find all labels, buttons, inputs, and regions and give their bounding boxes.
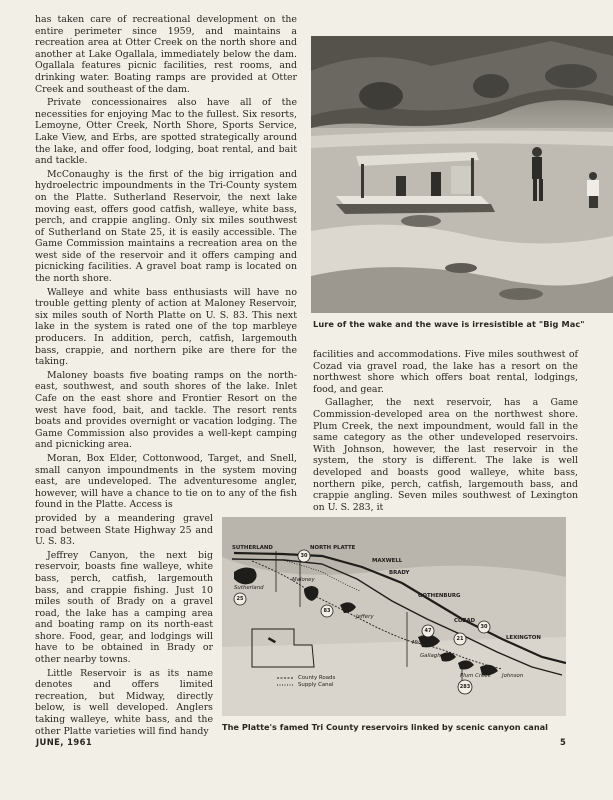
highway-shield: 21 xyxy=(456,636,464,642)
paragraph: Moran, Box Elder, Cottonwood, Target, and Snell, small canyon impoundments in the system moving east, are undeveloped. The adventuresome angler, however, will have a chance to tie on to any of the fish found in the Platte. Access is xyxy=(35,452,297,511)
paragraph: Gallagher, the next reservoir, has a Game Commission-developed area on the northwest shore. Plum Creek, the next impoundment, would fall in the same category as the other undeveloped reservoirs. With Johnson, however, the last reservoir in the system, the story is different. The lake is well developed and boasts good walleye, white bass, northern pike, perch, catfish, largemouth bass, and crappie angling. Seven miles southwest of Lexington on U. S. 283, it xyxy=(313,397,578,513)
paragraph: provided by a meandering gravel road between State Highway 25 and U. S. 83. xyxy=(35,512,213,548)
map-label-midway: Midway xyxy=(412,640,433,646)
map-label-sutherland: SUTHERLAND xyxy=(232,545,273,551)
paragraph: Private concessionaires also have all of the necessities for enjoying Mac to the fullest. Six resorts, Lemoyne, Otter Creek, North Shore, Sports Service, Lake View, and Erbs, are spotted strategically around the lake, and offer food, lodging, boat rental, and bait and tackle. xyxy=(35,97,297,167)
tri-county-map xyxy=(222,517,566,716)
paragraph: Maloney boasts five boating ramps on the north-east, southwest, and south shores of the lake. Inlet Cafe on the east shore and Frontier Resort on the west have food, bait, and tackle. The resort rents boats and provides overnight or vacation lodging. The Game Commission also provides a well-kept camping and picnicking area. xyxy=(35,369,297,451)
paragraph: Walleye and white bass enthusiasts will have no trouble getting plenty of action at Maloney Reservoir, six miles south of North Platte on U. S. 83. This next lake in the system is rated one of the top marbleye producers. In addition, perch, catfish, largemouth bass, crappie, and northern pike are there for the taking. xyxy=(35,286,297,368)
paragraph: Little Reservoir is as its name denotes and offers limited recreation, but Midway, directly below, is well developed. Anglers taking walleye, white bass, and the other Platte varieties will find handy xyxy=(35,667,213,737)
paragraph: has taken care of recreational development on the entire perimeter since 1959, and maintains a recreation area at Otter Creek on the north shore and another at Lake Ogallala, immediately below the dam. Ogallala features picnic facilities, rest rooms, and drinking water. Boating ramps are provided at Otter Creek and southeast of the dam. xyxy=(35,14,297,95)
page-number: 5 xyxy=(560,737,566,747)
map-label-brady: BRADY xyxy=(389,570,410,576)
map-label-sutherland-reservoir: Sutherland xyxy=(234,585,264,591)
map-label-maxwell: MAXWELL xyxy=(372,558,403,564)
map-label-gallagher: Gallagher xyxy=(420,653,447,659)
right-text-column xyxy=(313,349,578,515)
map-label-cozad: COZAD xyxy=(454,618,476,624)
map-label-jeffery: Jeffery xyxy=(356,614,374,620)
paragraph: facilities and accommodations. Five miles southwest of Cozad via gravel road, the lake has a resort on the northwest shore which offers boat rental, lodgings, food, and gear. xyxy=(313,349,578,395)
map-legend-county-roads: County Roads xyxy=(298,675,336,681)
map-legend-supply-canal: Supply Canal xyxy=(298,682,334,688)
highway-shield: 25 xyxy=(236,596,244,602)
highway-shield: 83 xyxy=(323,608,331,614)
photo-caption: Lure of the wake and the wave is irresistible at "Big Mac" xyxy=(313,319,585,329)
map-label-maloney: Maloney xyxy=(292,577,315,583)
narrow-text-block xyxy=(35,513,213,737)
highway-shield: 30 xyxy=(300,553,308,559)
map-caption: The Platte's famed Tri County reservoirs linked by scenic canyon canal xyxy=(222,722,548,732)
highway-shield: 47 xyxy=(424,628,432,634)
map-label-north-platte: NORTH PLATTE xyxy=(310,545,356,551)
map-label-gothenburg: GOTHENBURG xyxy=(418,593,461,599)
lake-boat-photo xyxy=(311,36,613,313)
footer-date: JUNE, 1961 xyxy=(36,737,93,747)
map-label-johnson: Johnson xyxy=(502,673,524,679)
map-label-plum-creek: Plum Creek xyxy=(460,673,491,679)
highway-shield: 283 xyxy=(459,684,471,690)
map-label-lexington: LEXINGTON xyxy=(506,635,541,641)
paragraph: Jeffrey Canyon, the next big reservoir, boasts fine walleye, white bass, perch, catfish, largemouth bass, and crappie fishing. Just 10 miles south of Brady on a gravel road, the lake has a camping area and boating ramp on its north-east shore. Food, gear, and lodgings will have to be obtained in Brady or other nearby towns. xyxy=(35,549,213,666)
highway-shield: 30 xyxy=(480,624,488,630)
paragraph: McConaughy is the first of the big irrigation and hydroelectric impoundments in the Tri-County system on the Platte. Sutherland Reservoir, the next lake moving east, offers good catfish, walleye, white bass, perch, and crappie angling. Only six miles southwest of Sutherland on State 25, it is easily accessible. The Game Commission maintains a recreation area on the west side of the reservoir and it offers camping and picnicking facilities. A gravel boat ramp is located on the north shore. xyxy=(35,168,297,285)
